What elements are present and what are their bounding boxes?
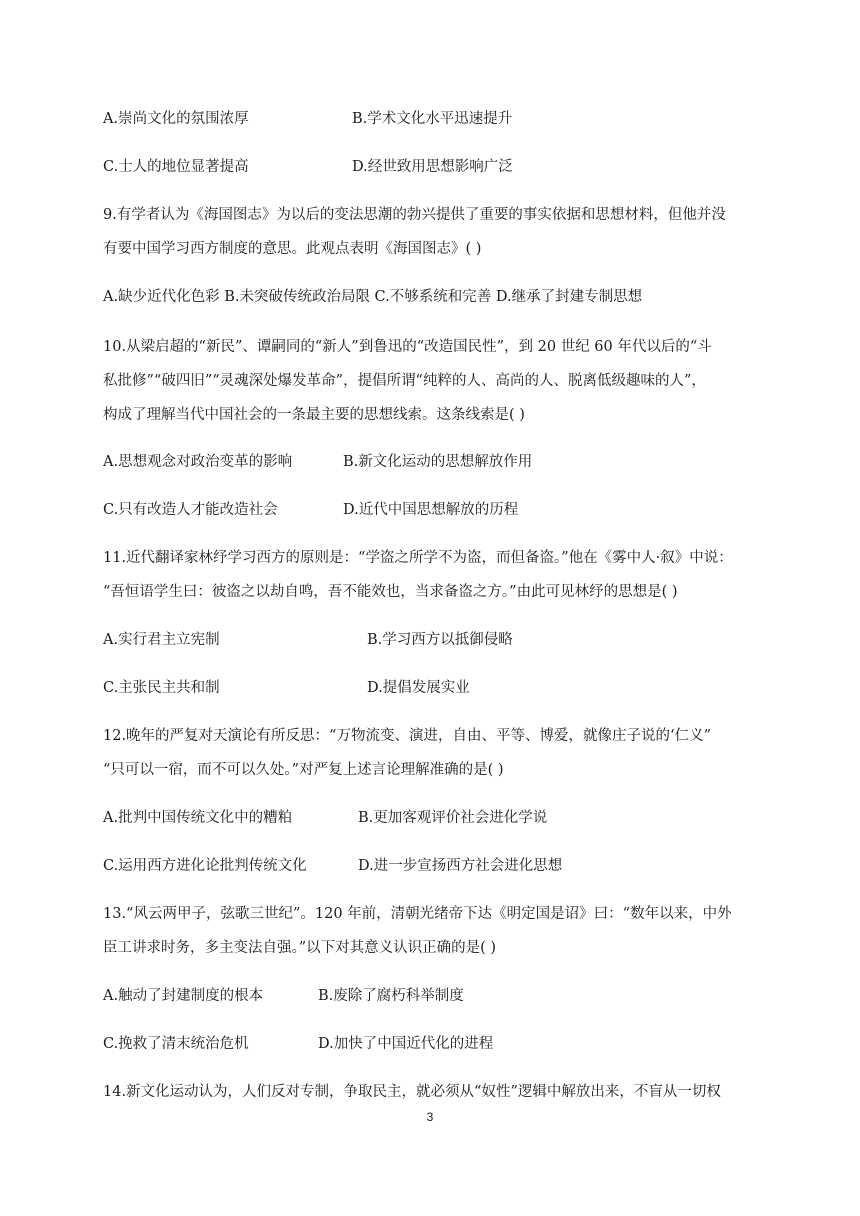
q10-stem-line-1: 10.从梁启超的“新民”、谭嗣同的“新人”到鲁迅的“改造国民性”，到 20 世纪 60 年代以后的“斗 <box>103 339 712 355</box>
q13-option-b: B.废除了腐朽科举制度 <box>318 988 464 1004</box>
q12-option-a: A.批判中国传统文化中的糟粕 <box>103 810 293 826</box>
q14-stem-line-1: 14.新文化运动认为，人们反对专制，争取民主，就必须从“奴性”逻辑中解放出来，不盲从一切权 <box>103 1084 721 1100</box>
q13-stem-line-2: 臣工讲求时务，多主变法自强。”以下对其意义认识正确的是( ) <box>103 940 497 956</box>
q13-option-a: A.触动了封建制度的根本 <box>103 988 264 1004</box>
q9-stem-line-2: 有要中国学习西方制度的意思。此观点表明《海国图志》( ) <box>103 241 482 257</box>
q12-option-b: B.更加客观评价社会进化学说 <box>358 810 548 826</box>
q12-stem-line-1: 12.晚年的严复对天演论有所反思：“万物流变、演进，自由、平等、博爱，就像庄子说的‘仁义” <box>103 728 711 744</box>
q8-option-d: D.经世致用思想影响广泛 <box>352 159 513 175</box>
q11-option-a: A.实行君主立宪制 <box>103 632 220 648</box>
q12-option-d: D.进一步宣扬西方社会进化思想 <box>358 858 563 874</box>
q10-option-b: B.新文化运动的思想解放作用 <box>343 454 533 470</box>
q13-stem-line-1: 13.“风云两甲子，弦歌三世纪”。120 年前，清朝光绪帝下达《明定国是诏》曰：“数年以来，中外 <box>103 906 732 922</box>
q11-stem-line-1: 11.近代翻译家林纾学习西方的原则是：“学盗之所学不为盗，而但备盗。”他在《雾中人·叙》中说： <box>103 550 733 566</box>
q11-option-c: C.主张民主共和制 <box>103 680 220 696</box>
q10-option-a: A.思想观念对政治变革的影响 <box>103 454 293 470</box>
q11-option-b: B.学习西方以抵御侵略 <box>367 632 513 648</box>
page-number: 3 <box>426 1110 434 1124</box>
q11-stem-line-2: “吾恒语学生曰：彼盗之以劫自鸣，吾不能效也，当求备盗之方。”由此可见林纾的思想是( ) <box>103 584 678 600</box>
q13-option-d: D.加快了中国近代化的进程 <box>318 1036 494 1052</box>
q8-option-b: B.学术文化水平迅速提升 <box>352 111 513 127</box>
q12-stem-line-2: “只可以一宿，而不可以久处。”对严复上述言论理解准确的是( ) <box>103 762 504 778</box>
q10-stem-line-3: 构成了理解当代中国社会的一条最主要的思想线索。这条线索是( ) <box>103 407 525 423</box>
q8-option-c: C.士人的地位显著提高 <box>103 159 249 175</box>
q12-option-c: C.运用西方进化论批判传统文化 <box>103 858 307 874</box>
q13-option-c: C.挽救了清末统治危机 <box>103 1036 249 1052</box>
q10-stem-line-2: 私批修”“破四旧”“灵魂深处爆发革命”，提倡所谓“纯粹的人、高尚的人、脱离低级趣味的人”， <box>103 373 706 389</box>
q9-options: A.缺少近代化色彩 B.未突破传统政治局限 C.不够系统和完善 D.继承了封建专制思想 <box>103 289 643 305</box>
q9-stem-line-1: 9.有学者认为《海国图志》为以后的变法思潮的勃兴提供了重要的事实依据和思想材料，但他并没 <box>103 207 726 223</box>
q10-option-d: D.近代中国思想解放的历程 <box>343 502 519 518</box>
q8-option-a: A.崇尚文化的氛围浓厚 <box>103 111 249 127</box>
q10-option-c: C.只有改造人才能改造社会 <box>103 502 278 518</box>
q11-option-d: D.提倡发展实业 <box>367 680 470 696</box>
